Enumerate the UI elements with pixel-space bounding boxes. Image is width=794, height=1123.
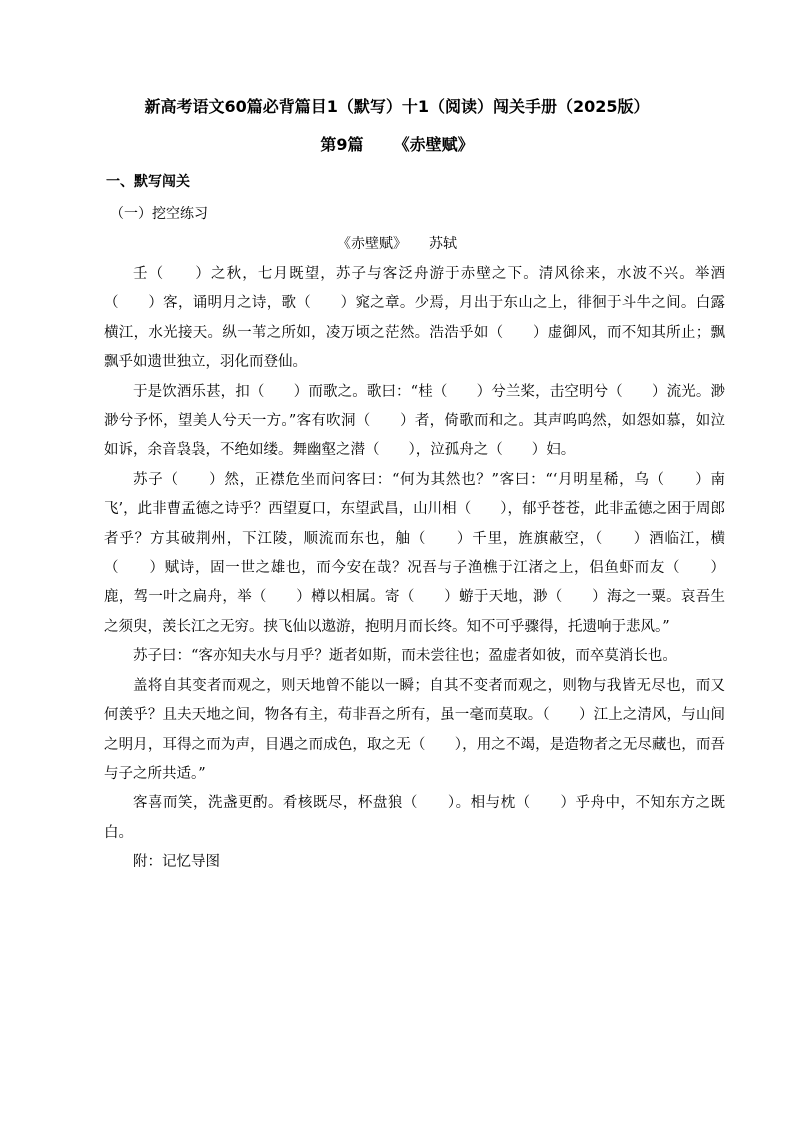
document-title: 新高考语文60篇必背篇目1（默写）十1（阅读）闯关手册（2025版） bbox=[144, 97, 650, 116]
poem-author: 苏轼 bbox=[429, 236, 457, 252]
chapter-number: 第9篇 bbox=[320, 135, 364, 154]
paragraph: 苏子（ ）然，正襟危坐而问客曰：“何为其然也？”客曰：“‘月明星稀，乌（ ）南飞’，此非曹孟德之诗乎？西望夏口，东望武昌，山川相（ ），郁乎苍苍，此非孟德之困于周郎者乎？方其破荆州，下江陵，顺流而东也，舳（ ）千里，旌旗蔽空，（ ）酒临江，横（ ）赋诗，固一世之雄也，而今安在哉？况吾与子渔樵于江渚之上，侣鱼虾而友（ ）鹿，驾一叶之扁舟，举（ ）樽以相属。寄（ ）蝣于天地，渺（ ）海之一粟。哀吾生之须臾，羡长江之无穷。挟飞仙以遨游，抱明月而长终。知不可乎骤得，托遗响于悲风。” bbox=[104, 471, 725, 635]
paragraph: 客喜而笑，洗盏更酌。肴核既尽，杯盘狼（ ）。相与枕（ ）乎舟中，不知东方之既白。 bbox=[104, 795, 725, 841]
appendix-label: 附：记忆导图 bbox=[133, 854, 220, 871]
poem-heading bbox=[0, 234, 794, 254]
paragraph: 壬（ ）之秋，七月既望，苏子与客泛舟游于赤壁之下。清风徐来，水波不兴。举酒（ ）客，诵明月之诗，歌（ ）窕之章。少焉，月出于东山之上，徘徊于斗牛之间。白露横江，水光接天。纵一苇之所如，凌万顷之茫然。浩浩乎如（ ）虚御风，而不知其所止；飘飘乎如遗世独立，羽化而登仙。 bbox=[104, 266, 725, 371]
subsection-heading: （一）挖空练习 bbox=[110, 206, 208, 222]
chapter-work-title: 《赤壁赋》 bbox=[393, 135, 474, 154]
poem-body bbox=[104, 260, 725, 878]
paragraph: 于是饮酒乐甚，扣（ ）而歌之。歌曰：“桂（ ）兮兰桨，击空明兮（ ）流光。渺渺兮予怀，望美人兮天一方。”客有吹洞（ ）者，倚歌而和之。其声呜呜然，如怨如慕，如泣如诉，余音袅袅，不绝如缕。舞幽壑之潜（ ），泣孤舟之（ ）妇。 bbox=[104, 383, 725, 459]
paragraph: 苏子曰：“客亦知夫水与月乎？逝者如斯，而未尝往也；盈虚者如彼，而卒莫消长也。 bbox=[133, 648, 677, 665]
section-heading: 一、默写闯关 bbox=[106, 174, 190, 190]
paragraph: 盖将自其变者而观之，则天地曾不能以一瞬；自其不变者而观之，则物与我皆无尽也，而又何羡乎？且夫天地之间，物各有主，苟非吾之所有，虽一毫而莫取。（ ）江上之清风，与山间之明月，耳得之而为声，目遇之而成色，取之无（ ），用之不竭，是造物者之无尽藏也，而吾与子之所共适。” bbox=[104, 677, 725, 782]
chapter-subtitle bbox=[0, 134, 794, 156]
poem-title: 《赤壁赋》 bbox=[337, 236, 407, 252]
